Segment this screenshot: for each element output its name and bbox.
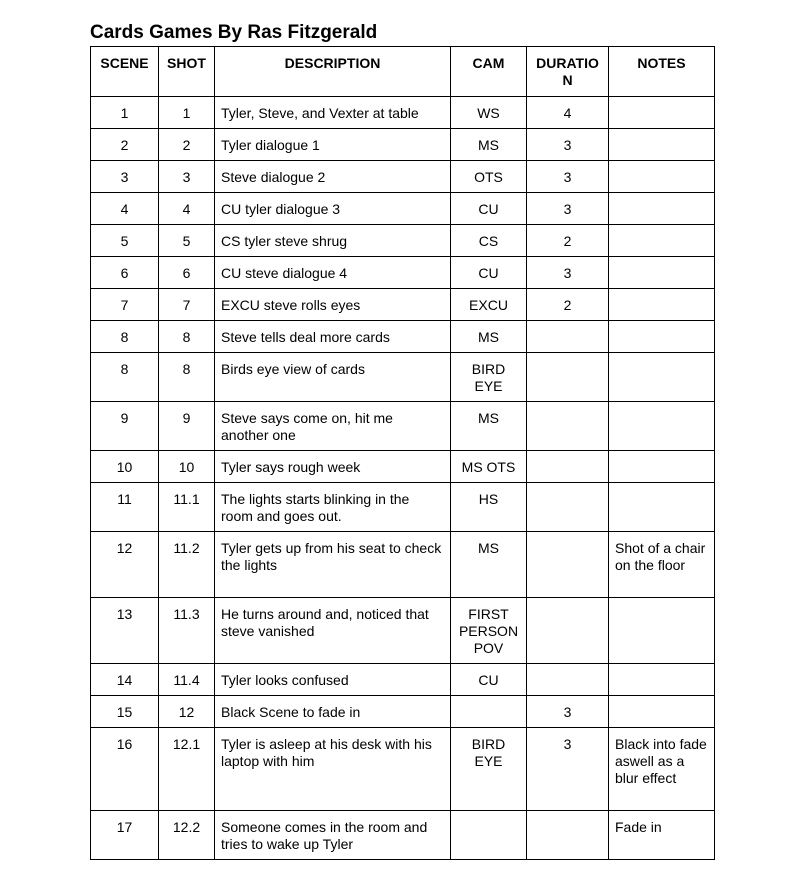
cam-cell: BIRD EYE xyxy=(451,728,527,811)
table-row xyxy=(91,321,715,353)
notes-cell: Black into fade aswell as a blur effect xyxy=(609,728,715,811)
duration-cell xyxy=(527,483,609,532)
table-row xyxy=(91,728,715,811)
scene-cell: 6 xyxy=(91,257,159,289)
duration-cell xyxy=(527,598,609,664)
duration-cell: 4 xyxy=(527,97,609,129)
duration-cell: 2 xyxy=(527,225,609,257)
duration-cell: 2 xyxy=(527,289,609,321)
cam-cell xyxy=(451,811,527,860)
shot-cell: 5 xyxy=(159,225,215,257)
notes-cell xyxy=(609,321,715,353)
scene-cell: 2 xyxy=(91,129,159,161)
shot-cell: 8 xyxy=(159,353,215,402)
notes-cell xyxy=(609,598,715,664)
duration-cell: 3 xyxy=(527,129,609,161)
shot-list-table xyxy=(90,46,715,860)
cam-cell: MS OTS xyxy=(451,451,527,483)
table-row xyxy=(91,451,715,483)
table-row xyxy=(91,811,715,860)
cam-cell: OTS xyxy=(451,161,527,193)
shot-cell: 6 xyxy=(159,257,215,289)
cam-cell: CU xyxy=(451,664,527,696)
description-cell: Steve says come on, hit me another one xyxy=(215,402,451,451)
cam-cell: HS xyxy=(451,483,527,532)
description-cell: Tyler, Steve, and Vexter at table xyxy=(215,97,451,129)
shot-cell: 11.4 xyxy=(159,664,215,696)
description-cell: CU steve dialogue 4 xyxy=(215,257,451,289)
shot-cell: 8 xyxy=(159,321,215,353)
table-row xyxy=(91,225,715,257)
table-row xyxy=(91,353,715,402)
description-cell: CS tyler steve shrug xyxy=(215,225,451,257)
description-cell: Steve dialogue 2 xyxy=(215,161,451,193)
notes-cell xyxy=(609,193,715,225)
shot-cell: 1 xyxy=(159,97,215,129)
cam-cell: CS xyxy=(451,225,527,257)
notes-cell xyxy=(609,402,715,451)
scene-cell: 3 xyxy=(91,161,159,193)
description-cell: Tyler says rough week xyxy=(215,451,451,483)
cam-cell: MS xyxy=(451,321,527,353)
description-cell: Tyler is asleep at his desk with his laptop with him xyxy=(215,728,451,811)
notes-cell xyxy=(609,451,715,483)
shot-cell: 10 xyxy=(159,451,215,483)
scene-cell: 15 xyxy=(91,696,159,728)
duration-cell: 3 xyxy=(527,696,609,728)
shot-cell: 2 xyxy=(159,129,215,161)
description-cell: EXCU steve rolls eyes xyxy=(215,289,451,321)
notes-cell xyxy=(609,353,715,402)
table-row xyxy=(91,483,715,532)
shot-cell: 11.2 xyxy=(159,532,215,598)
table-row xyxy=(91,257,715,289)
table-row xyxy=(91,97,715,129)
notes-cell: Fade in xyxy=(609,811,715,860)
scene-cell: 16 xyxy=(91,728,159,811)
header-cam: CAM xyxy=(451,47,527,97)
duration-cell: 3 xyxy=(527,257,609,289)
table-row xyxy=(91,289,715,321)
description-cell: He turns around and, noticed that steve vanished xyxy=(215,598,451,664)
header-notes: NOTES xyxy=(609,47,715,97)
description-cell: Tyler gets up from his seat to check the lights xyxy=(215,532,451,598)
table-row xyxy=(91,696,715,728)
notes-cell xyxy=(609,161,715,193)
shot-cell: 9 xyxy=(159,402,215,451)
scene-cell: 14 xyxy=(91,664,159,696)
duration-cell xyxy=(527,402,609,451)
cam-cell: FIRST PERSON POV xyxy=(451,598,527,664)
description-cell: The lights starts blinking in the room and goes out. xyxy=(215,483,451,532)
duration-cell xyxy=(527,811,609,860)
cam-cell: CU xyxy=(451,257,527,289)
scene-cell: 10 xyxy=(91,451,159,483)
shot-cell: 12 xyxy=(159,696,215,728)
scene-cell: 13 xyxy=(91,598,159,664)
description-cell: Tyler dialogue 1 xyxy=(215,129,451,161)
description-cell: Black Scene to fade in xyxy=(215,696,451,728)
cam-cell: MS xyxy=(451,129,527,161)
table-row xyxy=(91,129,715,161)
scene-cell: 4 xyxy=(91,193,159,225)
notes-cell xyxy=(609,696,715,728)
notes-cell xyxy=(609,225,715,257)
notes-cell xyxy=(609,257,715,289)
scene-cell: 11 xyxy=(91,483,159,532)
table-row xyxy=(91,193,715,225)
scene-cell: 7 xyxy=(91,289,159,321)
scene-cell: 5 xyxy=(91,225,159,257)
shot-cell: 11.3 xyxy=(159,598,215,664)
table-row xyxy=(91,402,715,451)
scene-cell: 17 xyxy=(91,811,159,860)
header-shot: SHOT xyxy=(159,47,215,97)
duration-cell: 3 xyxy=(527,728,609,811)
duration-cell: 3 xyxy=(527,193,609,225)
shot-cell: 12.2 xyxy=(159,811,215,860)
description-cell: Someone comes in the room and tries to wake up Tyler xyxy=(215,811,451,860)
cam-cell: CU xyxy=(451,193,527,225)
duration-cell xyxy=(527,451,609,483)
scene-cell: 12 xyxy=(91,532,159,598)
notes-cell xyxy=(609,289,715,321)
header-scene: SCENE xyxy=(91,47,159,97)
duration-cell xyxy=(527,532,609,598)
scene-cell: 8 xyxy=(91,321,159,353)
shot-cell: 4 xyxy=(159,193,215,225)
cam-cell: BIRD EYE xyxy=(451,353,527,402)
shot-cell: 7 xyxy=(159,289,215,321)
shot-cell: 3 xyxy=(159,161,215,193)
table-row xyxy=(91,664,715,696)
description-cell: Tyler looks confused xyxy=(215,664,451,696)
description-cell: Birds eye view of cards xyxy=(215,353,451,402)
table-row xyxy=(91,532,715,598)
duration-cell: 3 xyxy=(527,161,609,193)
description-cell: CU tyler dialogue 3 xyxy=(215,193,451,225)
duration-cell xyxy=(527,664,609,696)
table-row xyxy=(91,598,715,664)
cam-cell: EXCU xyxy=(451,289,527,321)
header-row xyxy=(91,47,715,97)
notes-cell xyxy=(609,664,715,696)
notes-cell xyxy=(609,97,715,129)
table-row xyxy=(91,161,715,193)
shot-cell: 12.1 xyxy=(159,728,215,811)
cam-cell xyxy=(451,696,527,728)
duration-cell xyxy=(527,353,609,402)
scene-cell: 8 xyxy=(91,353,159,402)
scene-cell: 9 xyxy=(91,402,159,451)
header-description: DESCRIPTION xyxy=(215,47,451,97)
header-duration: DURATIO N xyxy=(527,47,609,97)
scene-cell: 1 xyxy=(91,97,159,129)
cam-cell: MS xyxy=(451,402,527,451)
notes-cell xyxy=(609,483,715,532)
notes-cell xyxy=(609,129,715,161)
description-cell: Steve tells deal more cards xyxy=(215,321,451,353)
shot-cell: 11.1 xyxy=(159,483,215,532)
cam-cell: MS xyxy=(451,532,527,598)
duration-cell xyxy=(527,321,609,353)
document-title: Cards Games By Ras Fitzgerald xyxy=(90,22,378,43)
notes-cell: Shot of a chair on the floor xyxy=(609,532,715,598)
cam-cell: WS xyxy=(451,97,527,129)
